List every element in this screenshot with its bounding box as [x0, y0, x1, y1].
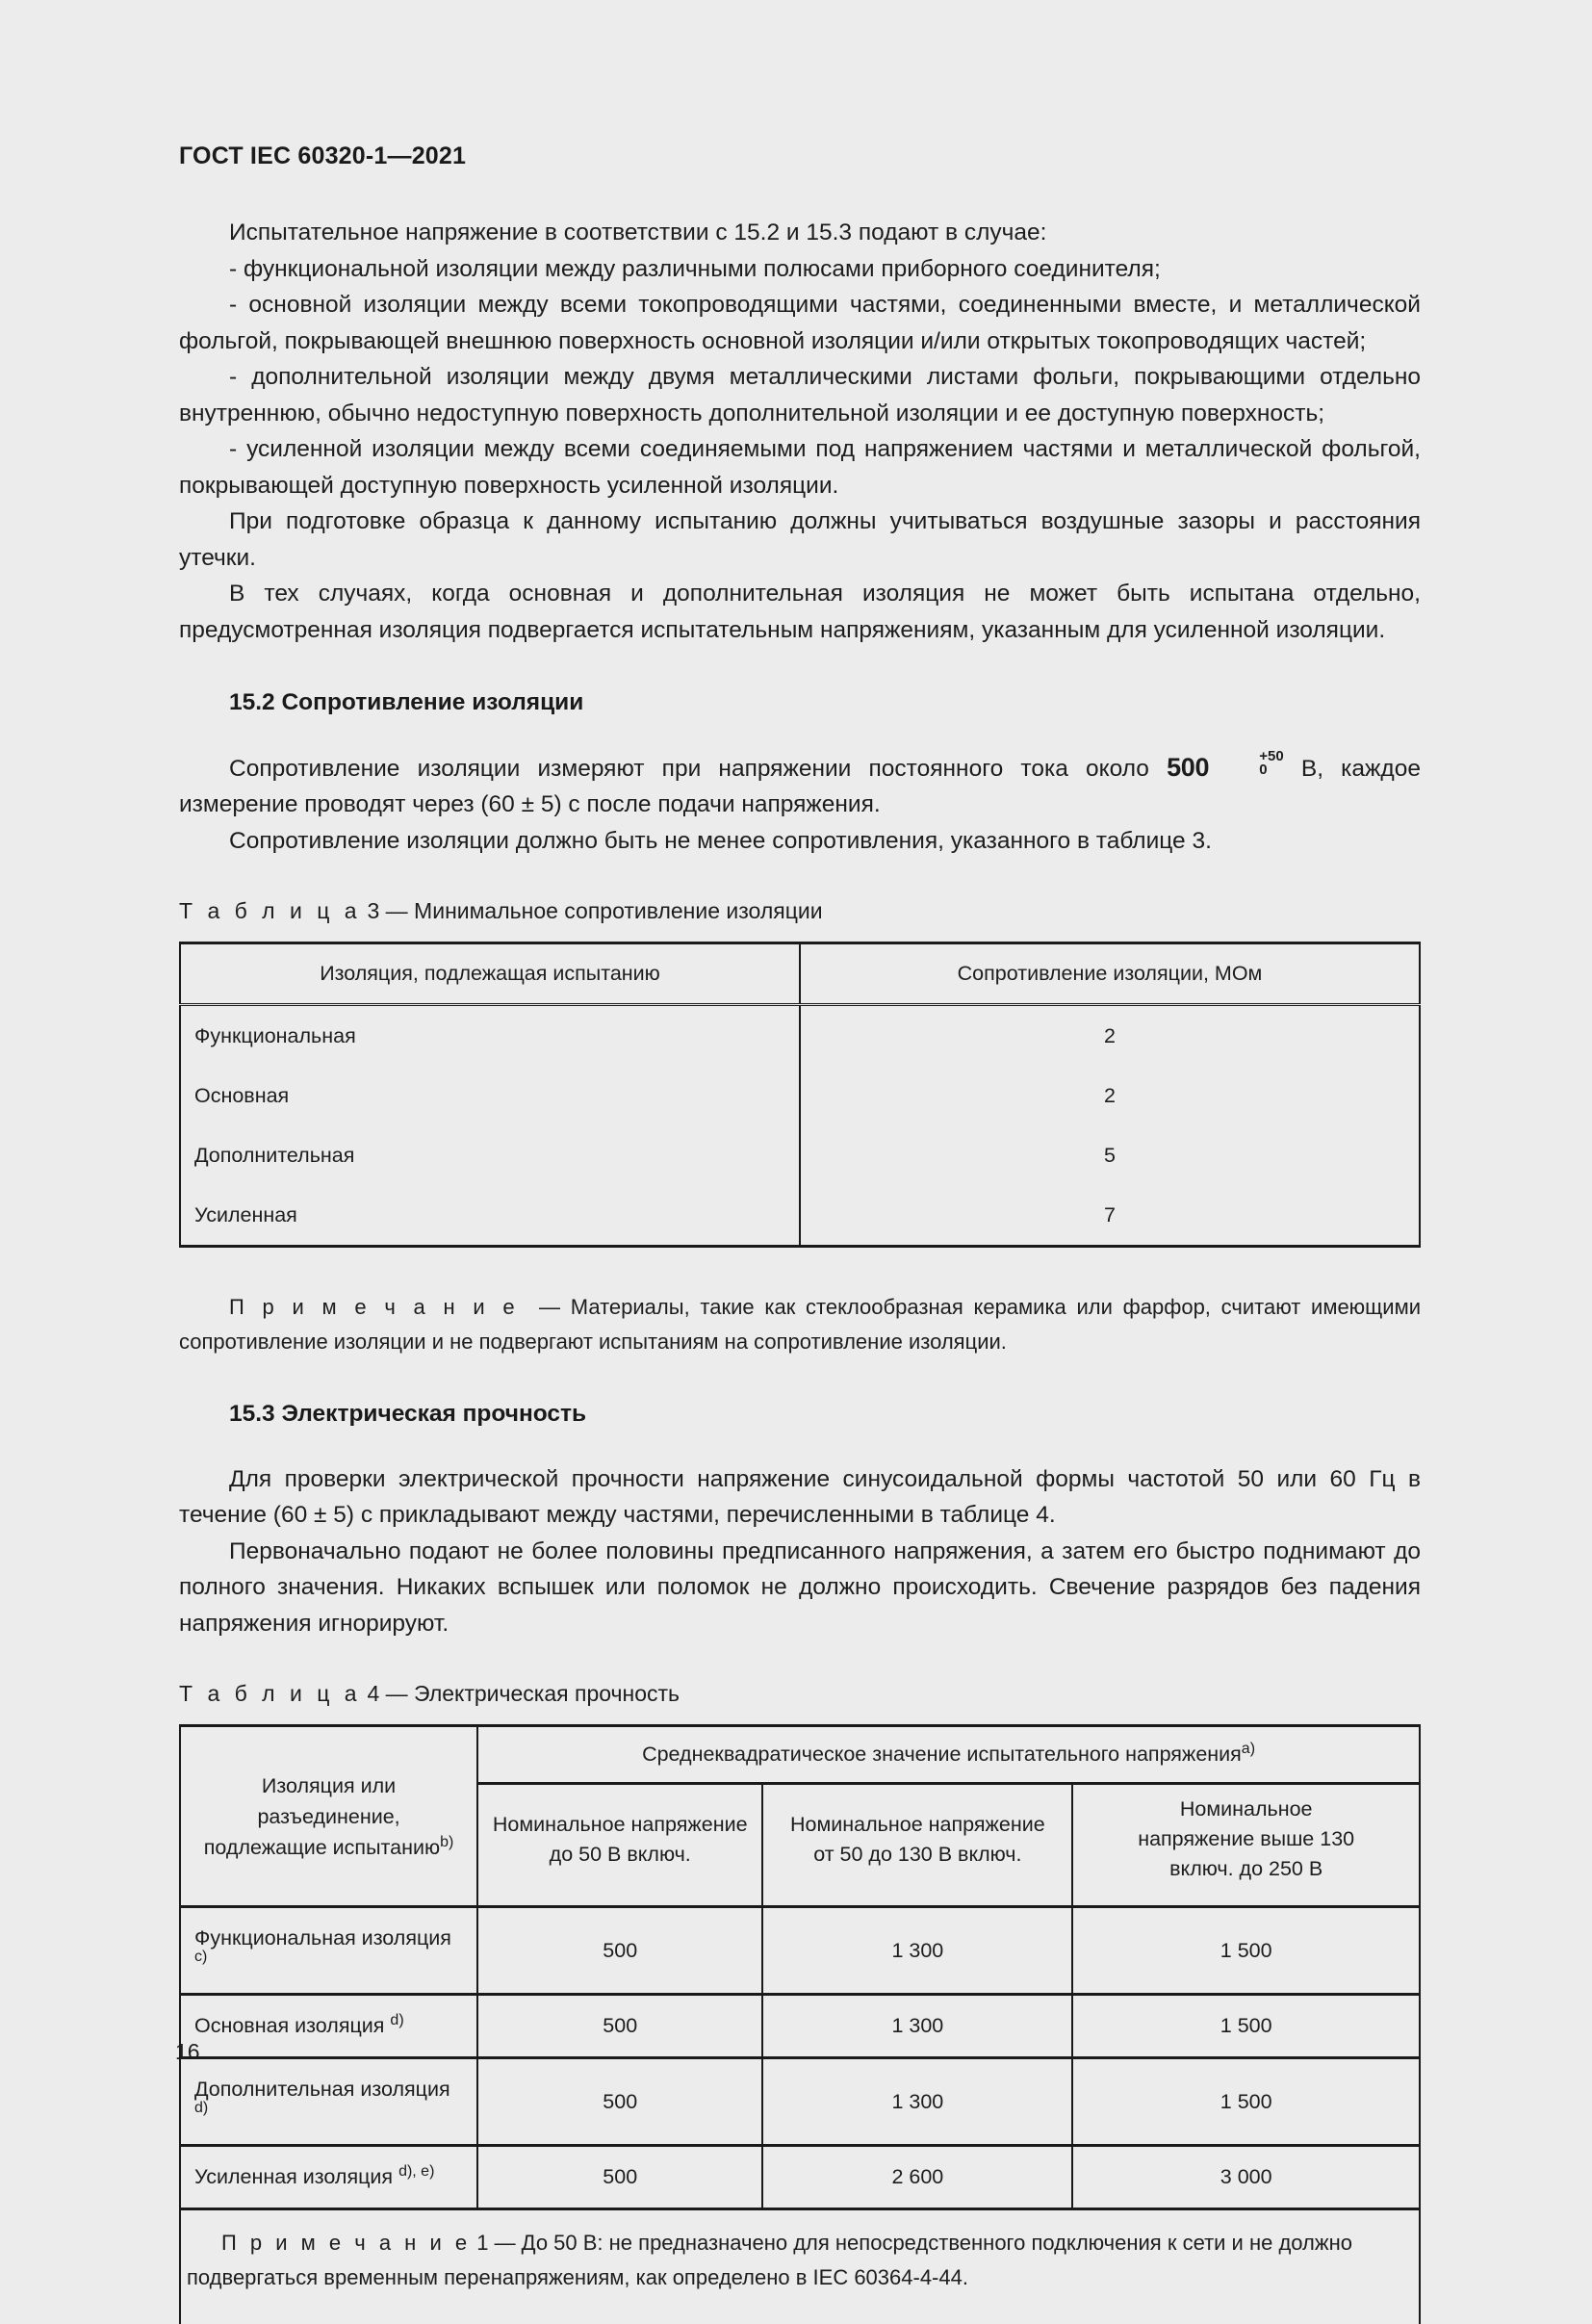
table-4-cell-label: [180, 1907, 477, 1995]
footnote-ref-a: a): [1242, 1741, 1255, 1757]
ir-text-after: В, каждое измерение проводят через (60 ± 5) с после подачи напряжения.: [179, 756, 1421, 818]
table-4-label-text: Основная изоляция: [194, 2014, 384, 2037]
table-4-cell-label: [180, 1995, 477, 2058]
table-4-subhdr2-line1: Номинальное напряжение: [771, 1810, 1064, 1840]
table-row: [180, 1185, 1420, 1247]
table-4-label-text: Функциональная изоляция: [194, 1926, 451, 1950]
table-3-cell-insulation: Основная: [180, 1066, 800, 1125]
table-4-hdr-left-line2: подлежащие испытанию: [204, 1836, 440, 1859]
table-4-col-insulation-separation: [180, 1726, 477, 1907]
table-4-col-above-130v: [1072, 1784, 1420, 1907]
table-row: [180, 1995, 1420, 2058]
table-3-head: [180, 943, 1420, 1005]
table-3-cell-resistance: 2: [800, 1005, 1420, 1067]
table-3-note-word: П р и м е ч а н и е: [229, 1295, 519, 1319]
table-4-cell-v2: 2 600: [762, 2146, 1072, 2209]
table-4-hdr-span-text: Среднеквадратическое значение испытательного напряжения: [642, 1743, 1242, 1766]
table-3-cell-insulation: Дополнительная: [180, 1125, 800, 1185]
table-row: [180, 1907, 1420, 1995]
table-4-subhdr2-line2: от 50 до 130 В включ.: [771, 1840, 1064, 1870]
table-4-cell-v3: 3 000: [1072, 2146, 1420, 2209]
table-4-cell-label: [180, 2146, 477, 2209]
table-4-body: [180, 1907, 1420, 2324]
paragraph-dielectric-strength-2: Первоначально подают не более половины предписанного напряжения, а затем его быстро поднимают до полного значения. Никаких вспышек или поломок не должно происходить. Свечение разрядов без падения напряжения игнорируют.: [179, 1534, 1421, 1642]
table-3-col-resistance: Сопротивление изоляции, МОм: [800, 943, 1420, 1005]
bullet-functional-insulation: - функциональной изоляции между различными полюсами приборного соединителя;: [179, 251, 1421, 288]
ir-value-sub: 0: [1209, 762, 1283, 776]
intro-paragraph: Испытательное напряжение в соответствии с 15.2 и 15.3 подают в случае:: [179, 215, 1421, 251]
table-4-caption: [179, 1678, 1421, 1709]
bullet-basic-insulation: - основной изоляции между всеми токопроводящими частями, соединенными вместе, и металлической фольгой, покрывающей внешнюю поверхность основной изоляции и/или открытых токопроводящих частей;: [179, 287, 1421, 359]
table-4-header-row-top: [180, 1726, 1420, 1784]
table-4-hdr-left-line1: Изоляция или разъединение,: [191, 1770, 467, 1832]
table-4-cell-v3: 1 500: [1072, 2058, 1420, 2146]
paragraph-insulation-resistance-min: Сопротивление изоляции должно быть не менее сопротивления, указанного в таблице 3.: [179, 823, 1421, 860]
table-4-subhdr3-line3: включ. до 250 В: [1081, 1854, 1411, 1884]
table-3-note-text: — Материалы, такие как стеклообразная керамика или фарфор, считают имеющими сопротивление изоляции и не подвергают испытаниям на сопротивление изоляции.: [179, 1295, 1421, 1354]
table-4-caption-rest: 4 — Электрическая прочность: [367, 1681, 680, 1706]
ir-value-main: 500: [1167, 753, 1209, 782]
table-4-label-text: Дополнительная изоляция: [194, 2078, 450, 2101]
table-4-col-50-to-130v: [762, 1784, 1072, 1907]
table-4-col-up-to-50v: [477, 1784, 762, 1907]
table-4-cell-label: [180, 2058, 477, 2146]
footnote-ref-c: c): [194, 1949, 207, 1965]
table-4-subhdr3-line2: напряжение выше 130: [1081, 1824, 1411, 1854]
table-row: [180, 1005, 1420, 1067]
table-4-cell-v3: 1 500: [1072, 1907, 1420, 1995]
table-row: [180, 2058, 1420, 2146]
ir-text-before: Сопротивление изоляции измеряют при напряжении постоянного тока около: [229, 756, 1167, 782]
table-4-note-row: [180, 2209, 1420, 2324]
table-4-col-rms-test-voltage: [477, 1726, 1420, 1784]
table-4-cell-v2: 1 300: [762, 1907, 1072, 1995]
footnote-ref-d: d): [390, 2012, 403, 2028]
table-3-caption-rest: 3 — Минимальное сопротивление изоляции: [367, 898, 822, 923]
table-4-hdr-left-line2-wrap: [191, 1832, 467, 1863]
ir-tolerance: [1209, 749, 1283, 776]
table-4-note-text: 1 — До 50 В: не предназначено для непосредственного подключения к сети и не должно подвергаться временным перенапряжениям, как определено в IEC 60364-4-44.: [187, 2231, 1352, 2289]
table-4-label-text: Усиленная изоляция: [194, 2165, 393, 2188]
document-header-title: ГОСТ IEC 60320-1—2021: [179, 142, 1421, 170]
page-number: 16: [175, 2039, 200, 2065]
paragraph-insulation-resistance-measure: [179, 750, 1421, 823]
table-4-subhdr3-line1: Номинальное: [1081, 1795, 1411, 1824]
table-4-subhdr1-line2: до 50 В включ.: [486, 1840, 754, 1870]
table-4-subhdr1-line1: Номинальное напряжение: [486, 1810, 754, 1840]
table-3-minimum-insulation-resistance: [179, 942, 1421, 1248]
table-4-cell-v1: 500: [477, 2058, 762, 2146]
table-4-head: [180, 1726, 1420, 1907]
table-3-cell-insulation: Усиленная: [180, 1185, 800, 1247]
paragraph-clearance-creepage: При подготовке образца к данному испытанию должны учитываться воздушные зазоры и расстояния утечки.: [179, 504, 1421, 576]
page-content: [179, 142, 1421, 2324]
table-4-dielectric-strength: [179, 1724, 1421, 2324]
table-3-cell-resistance: 5: [800, 1125, 1420, 1185]
table-row: [180, 1066, 1420, 1125]
table-4-caption-word: Т а б л и ц а: [179, 1681, 361, 1706]
table-3-cell-resistance: 2: [800, 1066, 1420, 1125]
table-4-note-word: П р и м е ч а н и е: [221, 2231, 471, 2255]
table-4-cell-v3: 1 500: [1072, 1995, 1420, 2058]
table-3-cell-resistance: 7: [800, 1185, 1420, 1247]
table-4-note: [180, 2209, 1420, 2324]
bullet-reinforced-insulation: - усиленной изоляции между всеми соединяемыми под напряжением частями и металлической фольгой, покрывающей доступную поверхность усиленной изоляции.: [179, 431, 1421, 504]
table-row: [180, 1125, 1420, 1185]
table-3-caption: [179, 895, 1421, 926]
table-3-cell-insulation: Функциональная: [180, 1005, 800, 1067]
table-4-cell-v2: 1 300: [762, 2058, 1072, 2146]
ir-value-sup: +50: [1209, 749, 1283, 762]
table-4-cell-v1: 500: [477, 2146, 762, 2209]
footnote-ref-de: d), e): [398, 2163, 434, 2180]
paragraph-dielectric-strength-1: Для проверки электрической прочности напряжение синусоидальной формы частотой 50 или 60 Гц в течение (60 ± 5) с прикладывают между частями, перечисленными в таблице 4.: [179, 1461, 1421, 1534]
paragraph-combined-insulation: В тех случаях, когда основная и дополнительная изоляция не может быть испытана отдельно, предусмотренная изоляция подвергается испытательным напряжениям, указанным для усиленной изоляции.: [179, 576, 1421, 648]
table-3-note: [179, 1290, 1421, 1359]
table-3-caption-word: Т а б л и ц а: [179, 898, 361, 923]
table-4-cell-v1: 500: [477, 1907, 762, 1995]
heading-15-3: 15.3 Электрическая прочность: [179, 1396, 1421, 1433]
table-3-col-insulation: Изоляция, подлежащая испытанию: [180, 943, 800, 1005]
heading-15-2: 15.2 Сопротивление изоляции: [179, 684, 1421, 721]
footnote-ref-d: d): [194, 2100, 208, 2116]
bullet-supplementary-insulation: - дополнительной изоляции между двумя металлическими листами фольги, покрывающими отдельно внутреннюю, обычно недоступную поверхность дополнительной изоляции и ее доступную поверхность;: [179, 359, 1421, 431]
table-4-cell-v2: 1 300: [762, 1995, 1072, 2058]
table-3-header-row: [180, 943, 1420, 1005]
table-4-cell-v1: 500: [477, 1995, 762, 2058]
footnote-ref-b: b): [440, 1833, 453, 1849]
table-3-body: [180, 1005, 1420, 1247]
table-row: [180, 2146, 1420, 2209]
